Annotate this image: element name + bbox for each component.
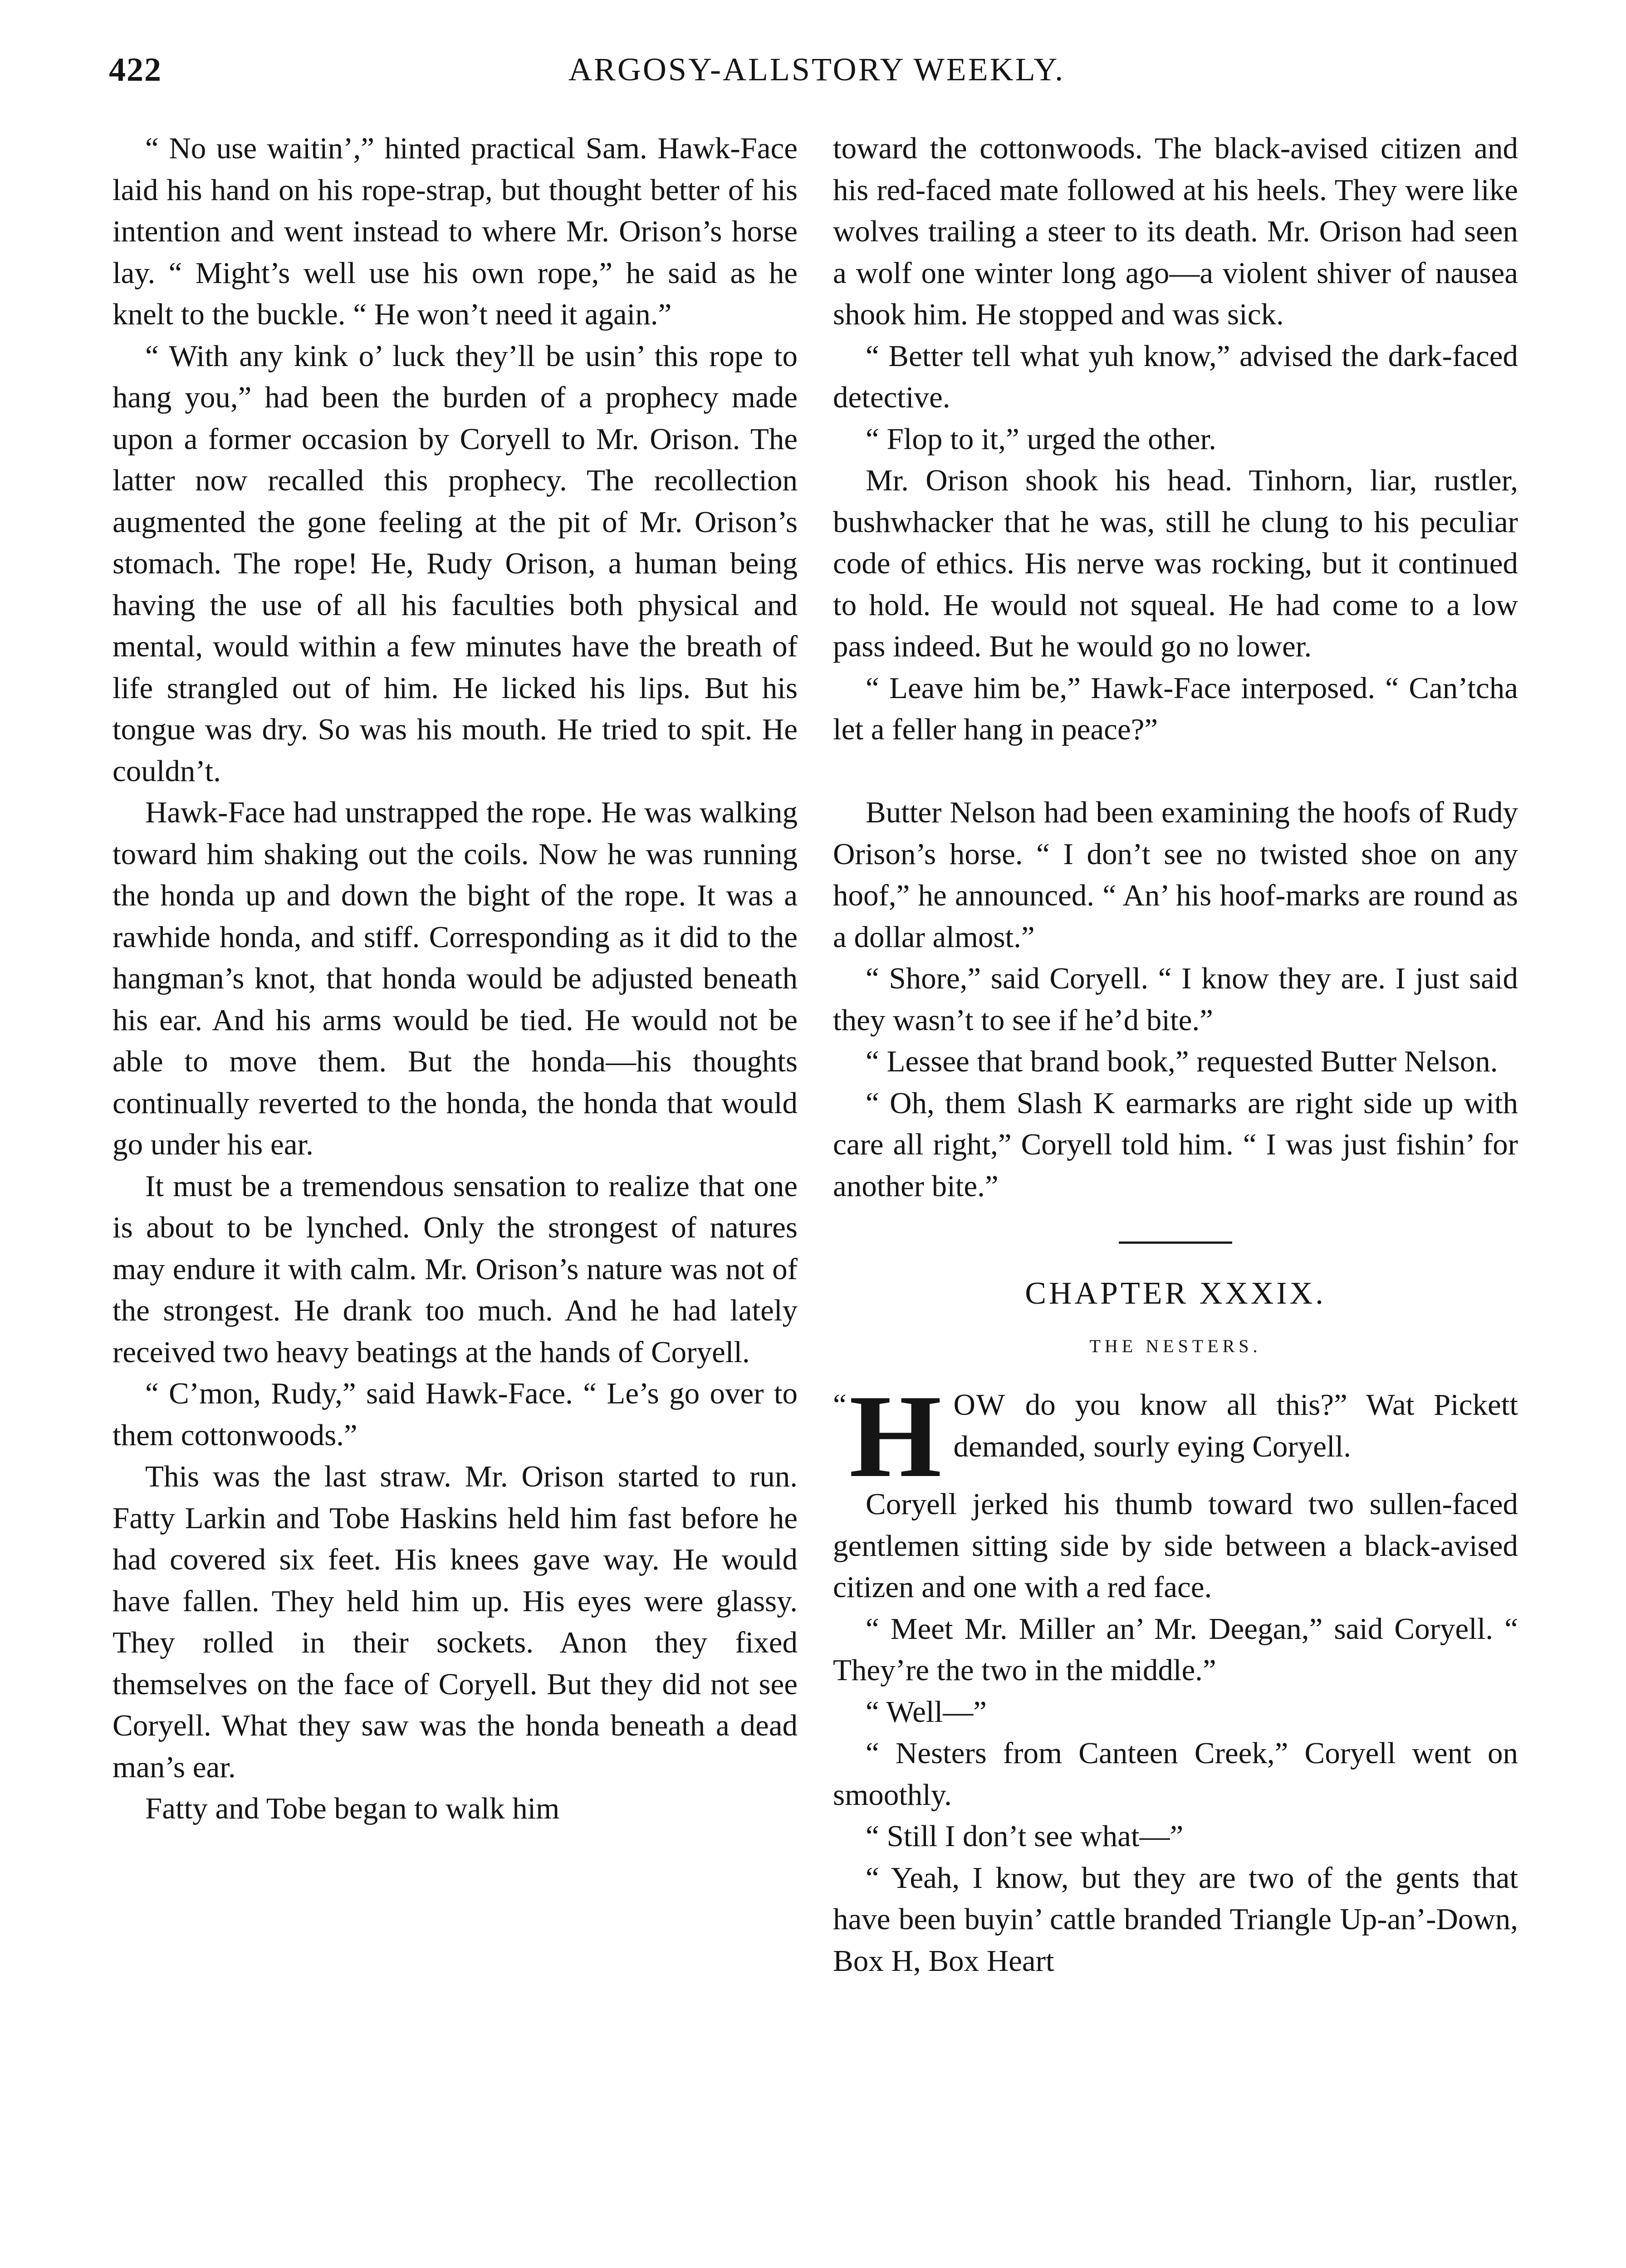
paragraph: “ With any kink o’ luck they’ll be usin’ this rope to hang you,” had been the burden of a prophecy made upon a former occasion by Coryell to Mr. Orison. The latter now recalled this prophecy. The recollection augmented the gone feeling at the pit of Mr. Orison’s stomach. The rope! He, Rudy Orison, a human being having the use of all his faculties both physical and mental, would within a few minutes have the breath of life strangled out of him. He licked his lips. But his tongue was dry. So was his mouth. He tried to spit. He couldn’t. [113, 339, 798, 788]
section-divider [1119, 1242, 1232, 1244]
page-header [109, 51, 1524, 101]
paragraph: “ Oh, them Slash K earmarks are right side up with care all right,” Coryell told him. “ I was just fishin’ for another bite.” [833, 1086, 1518, 1203]
paragraph: “ Flop to it,” urged the other. [866, 422, 1216, 456]
chapter-title: CHAPTER XXXIX. [1025, 1276, 1326, 1311]
page-number: 422 [109, 51, 162, 88]
paragraph: Fatty and Tobe began to walk him [145, 1792, 560, 1825]
paragraph: Mr. Orison shook his head. Tinhorn, liar, rustler, bushwhacker that he was, still he clung to his peculiar code of ethics. His nerve was rocking, but it continued to hold. He would not squeal. He had come to a low pass indeed. But he would go no lower. [833, 464, 1518, 663]
chapter-opening-paragraph [833, 1370, 1518, 1502]
paragraph: “ Leave him be,” Hawk-Face interposed. “ Can’tcha let a feller hang in peace?” [833, 671, 1518, 746]
paragraph: “ Better tell what yuh know,” advised the dark-faced detective. [833, 339, 1518, 414]
paragraph: toward the cottonwoods. The black-avised citizen and his red-faced mate followed at his heels. They were like wolves trailing a steer to its death. Mr. Orison had seen a wolf one winter long ago—a violent shiver of nausea shook him. He stopped and was sick. [833, 132, 1518, 331]
chapter-subtitle: THE NESTERS. [1089, 1336, 1262, 1356]
paragraph: “ Shore,” said Coryell. “ I know they are. I just said they wasn’t to see if he’d bite.” [833, 962, 1518, 1037]
drop-cap: H [849, 1370, 942, 1502]
paragraph: “ No use waitin’,” hinted practical Sam. Hawk-Face laid his hand on his rope-strap, but thought better of his intention and went instead to where Mr. Orison’s horse lay. “ Might’s well use his own rope,” he said as he knelt to the buckle. “ He won’t need it again.” [113, 132, 798, 331]
left-column [113, 128, 798, 1830]
paragraph: “ Lessee that brand book,” requested Butter Nelson. [866, 1045, 1498, 1078]
paragraph: Butter Nelson had been examining the hoofs of Rudy Orison’s horse. “ I don’t see no twisted shoe on any hoof,” he announced. “ An’ his hoof-marks are round as a dollar almost.” [833, 796, 1518, 954]
opening-text: do you know all this?” Wat Pickett demanded, sourly eying Coryell. [953, 1388, 1518, 1463]
paragraph: “ Meet Mr. Miller an’ Mr. Deegan,” said Coryell. “ They’re the two in the middle.” [833, 1612, 1518, 1687]
paragraph: Hawk-Face had unstrapped the rope. He was walking toward him shaking out the coils. Now he was running the honda up and down the bight of the rope. It was a rawhide honda, and stiff. Corresponding as it did to the hangman’s knot, that honda would be adjusted beneath his ear. And his arms would be tied. He would not be able to move them. But the honda—his thoughts continually reverted to the honda, the honda that would go under his ear. [113, 796, 798, 1161]
opening-quote-mark: “ [833, 1388, 847, 1422]
paragraph: “ C’mon, Rudy,” said Hawk-Face. “ Le’s go over to them cottonwoods.” [113, 1377, 798, 1452]
paragraph: “ Yeah, I know, but they are two of the gents that have been buyin’ cattle branded Triangle Up-an’-Down, Box H, Box Heart [833, 1861, 1518, 1978]
paragraph: “ Well—” [866, 1695, 987, 1729]
paragraph: It must be a tremendous sensation to realize that one is about to be lynched. Only the strongest of natures may endure it with calm. Mr. Orison’s nature was not of the strongest. He drank too much. And he had lately received two heavy beatings at the hands of Coryell. [113, 1169, 798, 1369]
paragraph: “ Nesters from Canteen Creek,” Coryell went on smoothly. [833, 1736, 1518, 1812]
running-title: ARGOSY-ALLSTORY WEEKLY. [568, 51, 1065, 88]
paragraph: This was the last straw. Mr. Orison started to run. Fatty Larkin and Tobe Haskins held him fast before he had covered six feet. His knees gave way. He would have fallen. They held him up. His eyes were glassy. They rolled in their sockets. Anon they fixed themselves on the face of Coryell. But they did not see Coryell. What they saw was the honda beneath a dead man’s ear. [113, 1460, 798, 1784]
paragraph: Coryell jerked his thumb toward two sullen-faced gentlemen sitting side by side between a black-avised citizen and one with a red face. [833, 1487, 1518, 1604]
lead-caps: OW [953, 1388, 1006, 1422]
right-column [833, 128, 1518, 1982]
paragraph: “ Still I don’t see what—” [866, 1819, 1184, 1853]
